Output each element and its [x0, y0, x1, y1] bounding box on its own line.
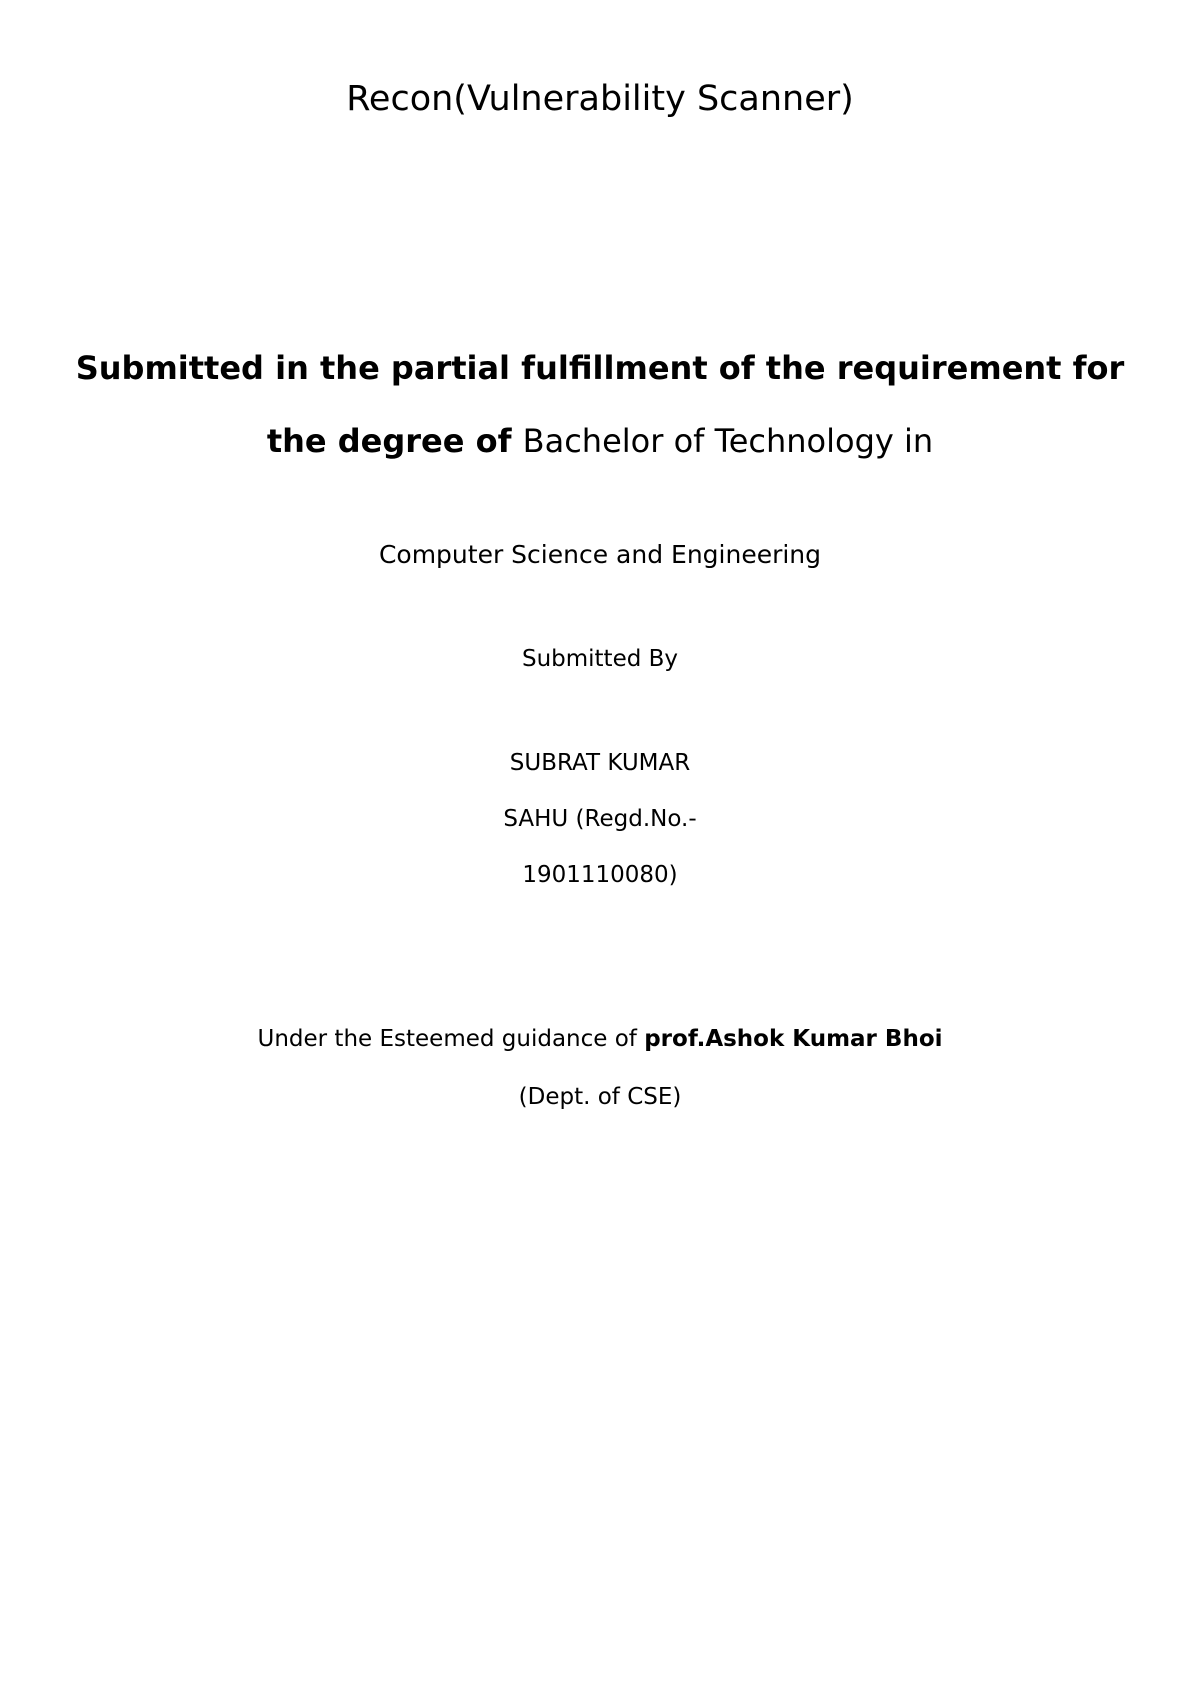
guidance-statement — [0, 1028, 1200, 1051]
student-name-line-2: SAHU (Regd.No.- — [503, 806, 697, 832]
guidance-prefix: Under the Esteemed guidance of — [257, 1026, 645, 1052]
guide-department: (Dept. of CSE) — [518, 1084, 682, 1110]
branch-name: Computer Science and Engineering — [378, 540, 822, 569]
project-title: Recon(Vulnerability Scanner) — [346, 79, 854, 119]
submission-statement-degree-of: the degree of — [266, 422, 523, 460]
student-registration-number: 1901110080) — [522, 862, 678, 888]
student-name-line-1: SUBRAT KUMAR — [509, 750, 691, 776]
submission-statement-degree-name: Bachelor of Technology in — [522, 422, 934, 460]
submitted-by-label: Submitted By — [521, 646, 679, 672]
guide-name: prof.Ashok Kumar Bhoi — [644, 1026, 943, 1052]
submission-statement-line-2 — [0, 422, 1200, 460]
submission-statement-line-1: Submitted in the partial fulfillment of the requirement for — [75, 349, 1125, 387]
